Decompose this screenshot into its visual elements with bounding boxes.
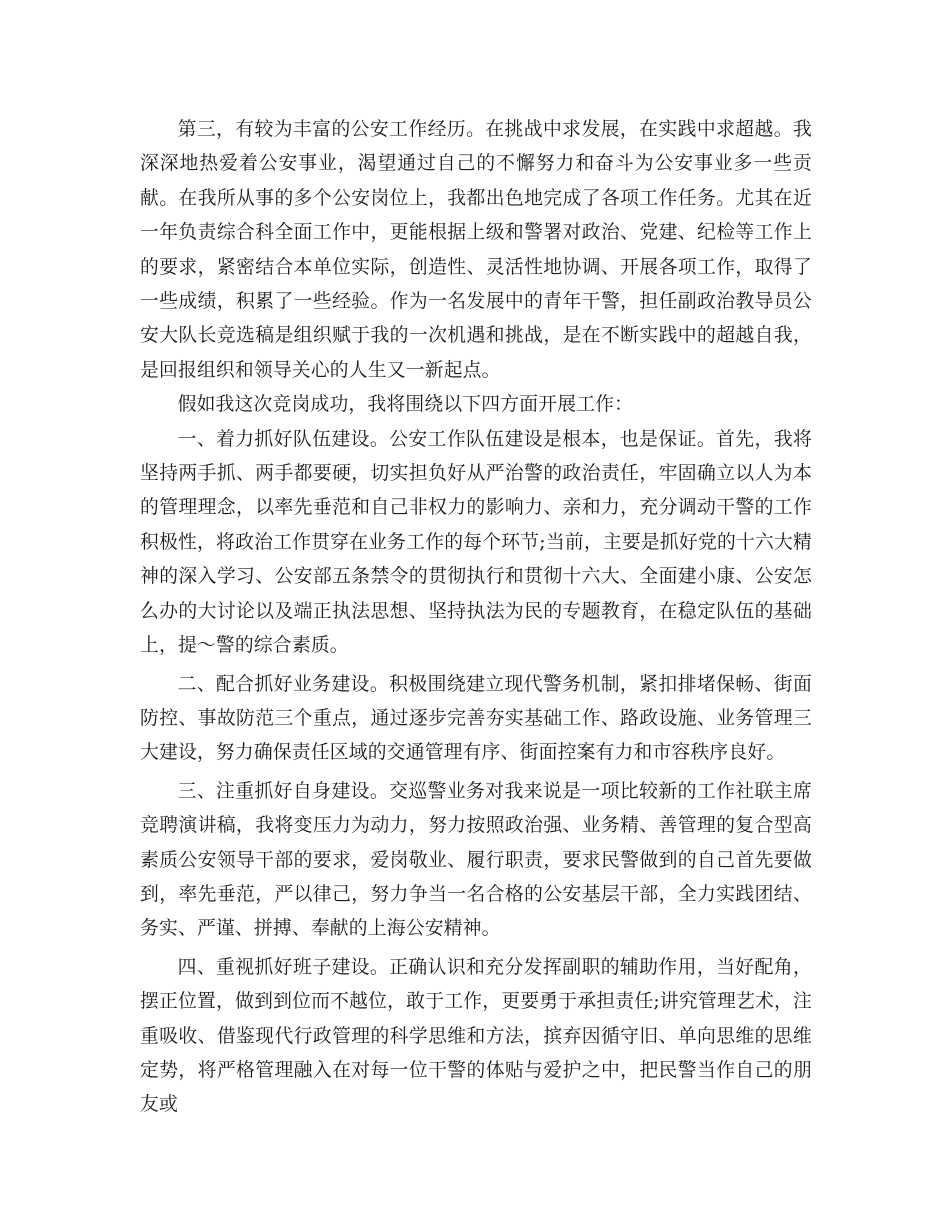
paragraph-intro-plan: 假如我这次竞岗成功，我将围绕以下四方面开展工作： [177, 394, 634, 416]
document-body [140, 113, 812, 1123]
paragraph-leadership-building: 四、重视抓好班子建设。正确认识和充分发挥副职的辅助作用，当好配角，摆正位置，做到到位而不越位，敢于工作，更要勇于承担责任;讲究管理艺术，注重吸收、借鉴现代行政管理的科学思维和方法，摈弃因循守旧、单向思维的思维定势，将严格管理融入在对每一位干警的体贴与爱护之中，把民警当作自己的朋友或 [140, 956, 812, 1116]
paragraph-self-building: 三、注重抓好自身建设。交巡警业务对我来说是一项比较新的工作社联主席竞聘演讲稿，我将变压力为动力，努力按照政治强、业务精、善管理的复合型高素质公安领导干部的要求，爱岗敬业、履行职责，要求民警做到的自己首先要做到，率先垂范，严以律己，努力争当一名合格的公安基层干部，全力实践团结、务实、严谨、拼搏、奉献的上海公安精神。 [140, 780, 812, 940]
paragraph-experience: 第三，有较为丰富的公安工作经历。在挑战中求发展，在实践中求超越。我深深地热爱着公安事业，渴望通过自己的不懈努力和奋斗为公安事业多一些贡献。在我所从事的多个公安岗位上，我都出色地完成了各项工作任务。尤其在近一年负责综合科全面工作中，更能根据上级和警署对政治、党建、纪检等工作上的要求，紧密结合本单位实际，创造性、灵活性地协调、开展各项工作，取得了一些成绩，积累了一些经验。作为一名发展中的青年干警，担任副政治教导员公安大队长竞选稿是组织赋于我的一次机遇和挑战，是在不断实践中的超越自我，是回报组织和领导关心的人生又一新起点。 [140, 119, 812, 381]
paragraph-business-building: 二、配合抓好业务建设。积极围绕建立现代警务机制，紧扣排堵保畅、街面防控、事故防范三个重点，通过逐步完善夯实基础工作、路政设施、业务管理三大建设，努力确保责任区域的交通管理有序、街面控案有力和市容秩序良好。 [140, 673, 812, 764]
paragraph-team-building: 一、着力抓好队伍建设。公安工作队伍建设是根本，也是保证。首先，我将坚持两手抓、两手都要硬，切实担负好从严治警的政治责任，牢固确立以人为本的管理理念，以率先垂范和自己非权力的影响力、亲和力，充分调动干警的工作积极性，将政治工作贯穿在业务工作的每个环节;当前，主要是抓好党的十六大精神的深入学习、公安部五条禁令的贯彻执行和贯彻十六大、全面建小康、公安怎么办的大讨论以及端正执法思想、坚持执法为民的专题教育，在稳定队伍的基础上，提～警的综合素质。 [140, 428, 812, 657]
